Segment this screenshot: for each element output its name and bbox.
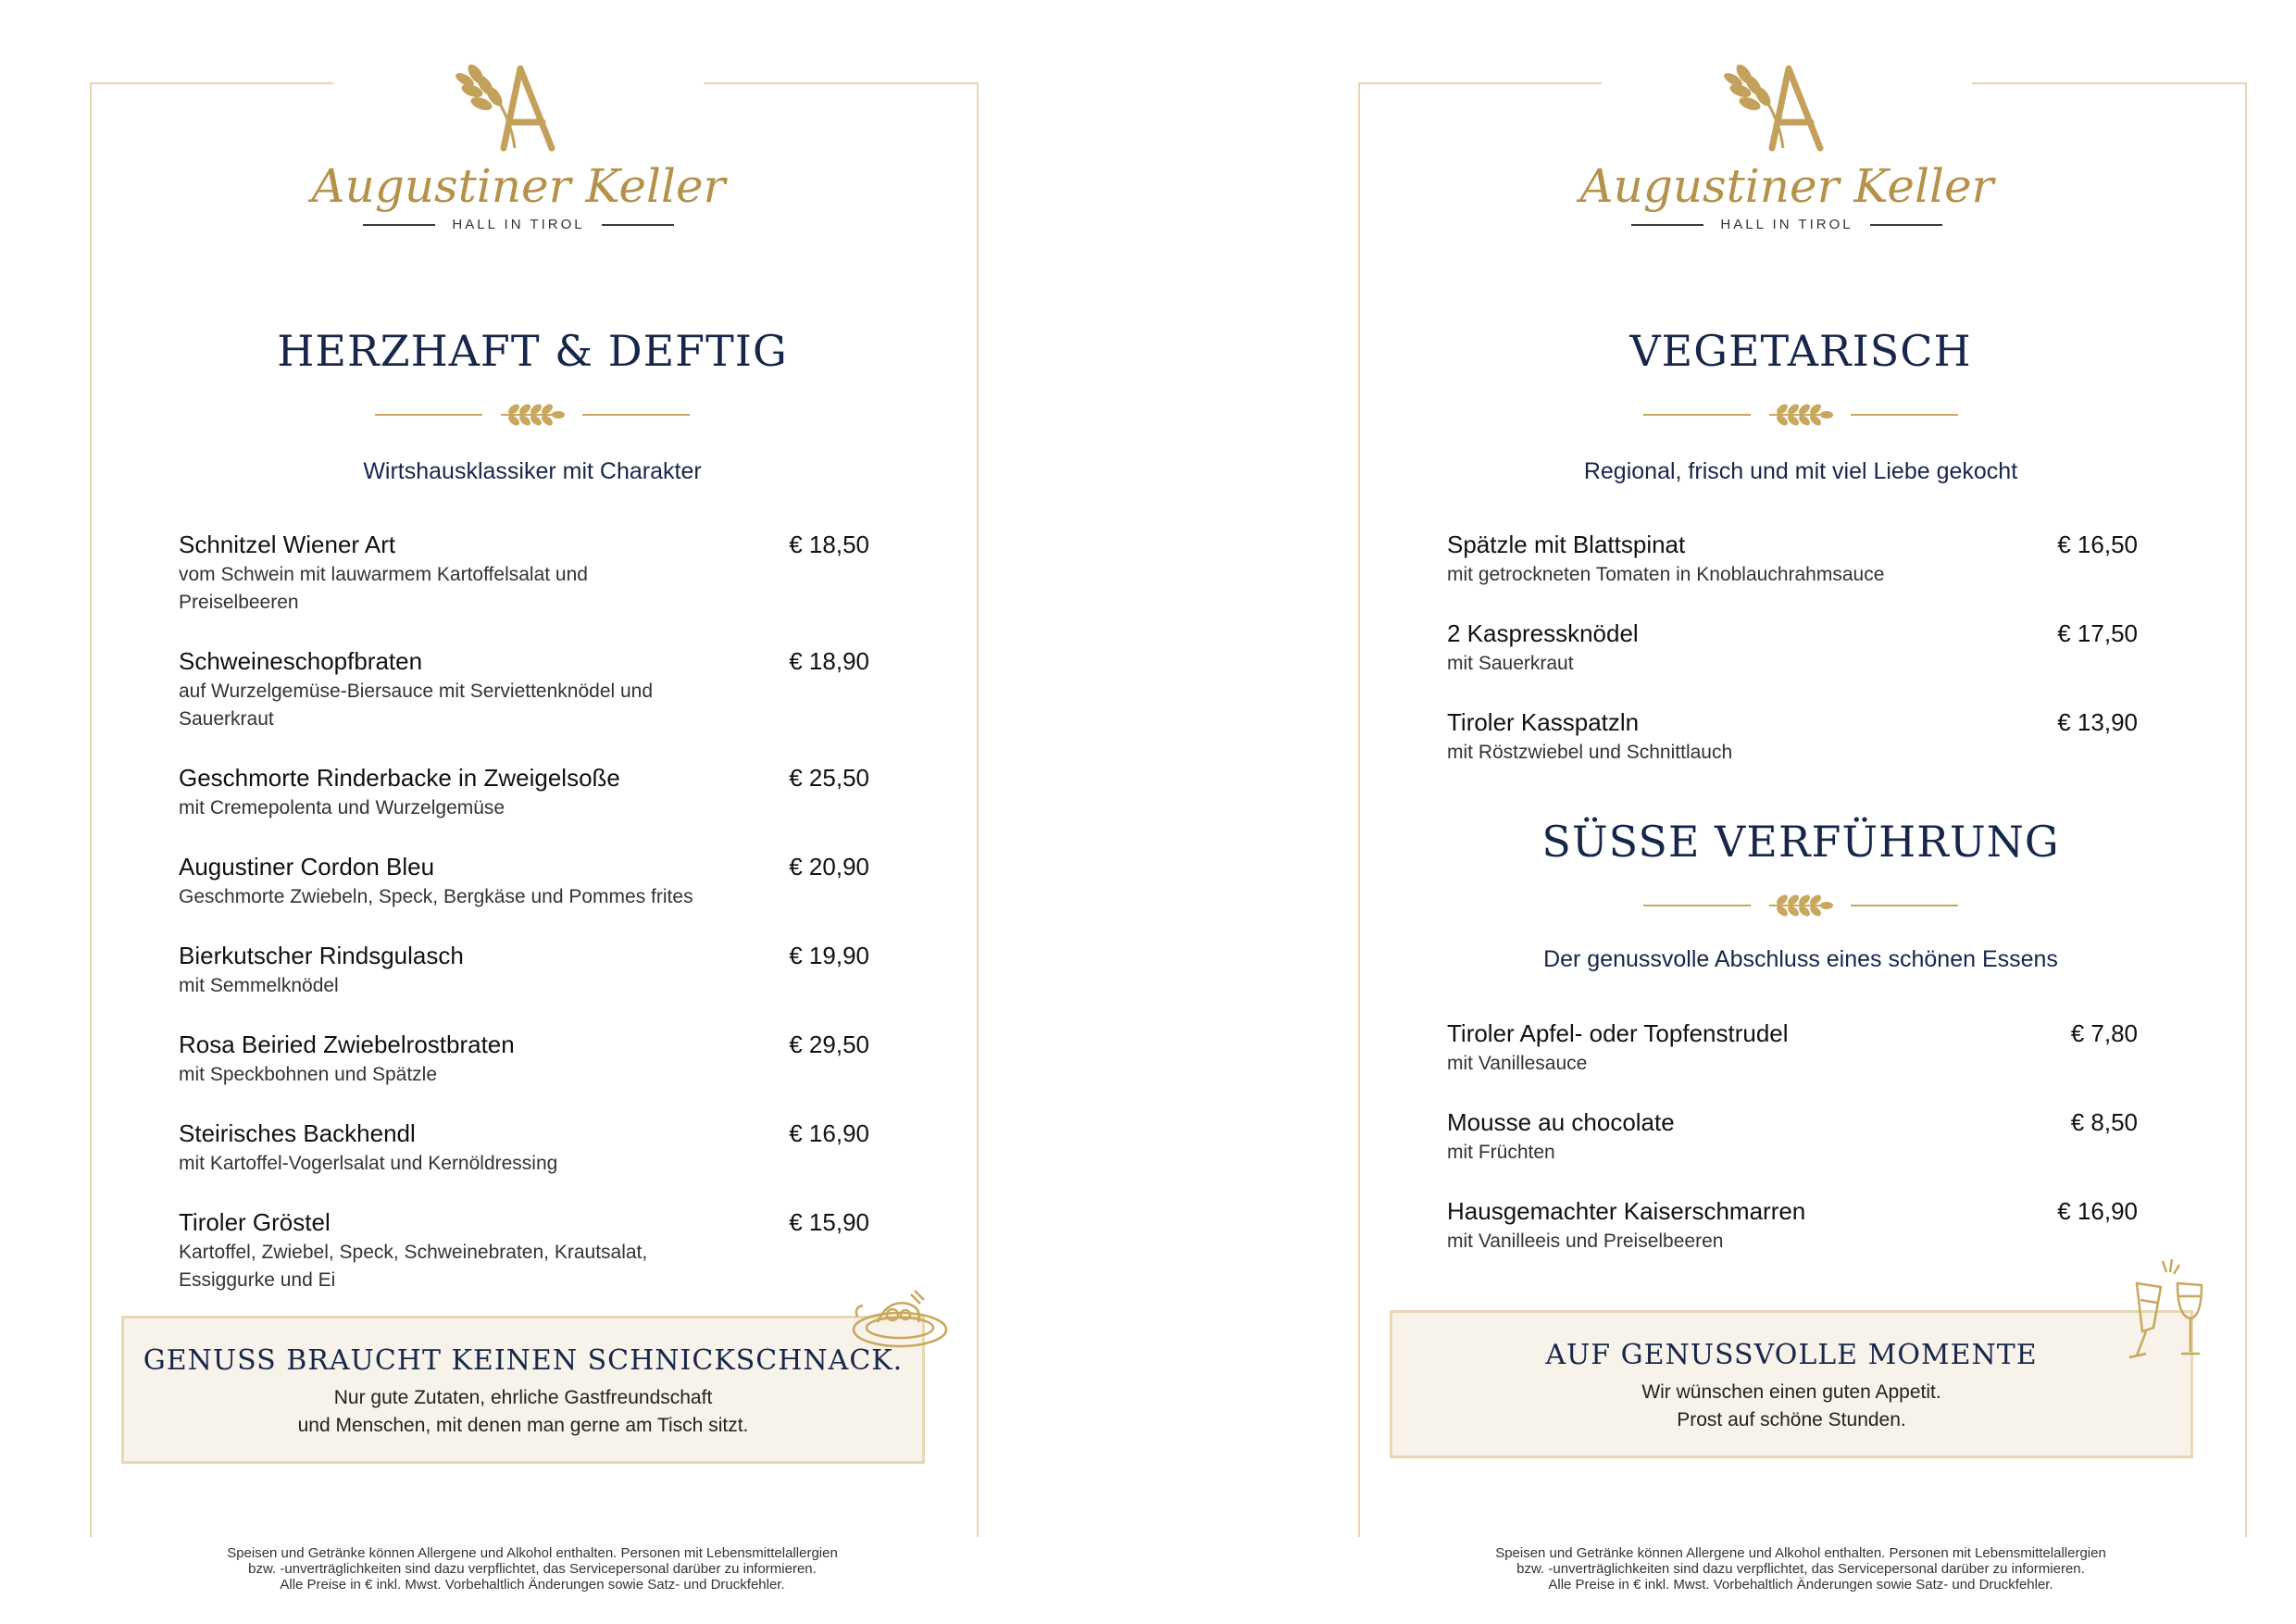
footer-line-2: bzw. -unverträglichkeiten sind dazu verpflichtet, das Servicepersonal darüber zu informieren. bbox=[248, 1561, 817, 1577]
item-description: mit Semmelknödel bbox=[179, 975, 339, 996]
info-box bbox=[121, 1316, 925, 1464]
section-divider bbox=[1358, 893, 2243, 918]
item-description: mit Röstzwiebel und Schnittlauch bbox=[1447, 742, 1733, 763]
section-subtitle-dessert: Der genussvolle Abschluss eines schönen Essens bbox=[1543, 946, 2058, 972]
menu-item bbox=[179, 1207, 869, 1294]
section-title: HERZHAFT & DEFTIG bbox=[277, 326, 788, 376]
footer-line-3: Alle Preise in € inkl. Mwst. Vorbehaltlich Änderungen sowie Satz- und Druckfehler. bbox=[280, 1577, 785, 1593]
wheat-ornament-icon bbox=[1766, 893, 1836, 918]
item-price: € 13,90 bbox=[2057, 708, 2138, 736]
section-title-vegetarian: VEGETARISCH bbox=[1629, 326, 1972, 376]
item-name: Hausgemachter Kaiserschmarren bbox=[1447, 1197, 1806, 1225]
item-description: mit Vanillesauce bbox=[1447, 1053, 1588, 1074]
item-price: € 16,90 bbox=[2057, 1197, 2138, 1225]
info-box bbox=[1390, 1310, 2193, 1458]
menu-items-list-dessert bbox=[1447, 1018, 2138, 1285]
wheat-ornament-icon bbox=[1766, 402, 1836, 428]
menu-item bbox=[1447, 1107, 2138, 1167]
item-description: mit Sauerkraut bbox=[1447, 653, 1574, 674]
menu-item bbox=[1447, 530, 2138, 589]
item-description: mit Vanilleeis und Preiselbeeren bbox=[1447, 1230, 1724, 1252]
menu-item bbox=[179, 1030, 869, 1089]
info-box-text-1: Nur gute Zutaten, ehrliche Gastfreundschaft bbox=[333, 1387, 713, 1408]
info-box-text-1: Wir wünschen einen guten Appetit. bbox=[1641, 1381, 1941, 1403]
wheat-ornament-icon bbox=[497, 402, 568, 428]
item-description: mit Speckbohnen und Spätzle bbox=[179, 1064, 438, 1085]
item-price: € 17,50 bbox=[2057, 619, 2138, 647]
footer-line-1: Speisen und Getränke können Allergene und Alkohol enthalten. Personen mit Lebensmittelallergien bbox=[1495, 1545, 2106, 1561]
item-description: mit getrockneten Tomaten in Knoblauchrahmsauce bbox=[1447, 564, 1885, 585]
info-box-text-2: Prost auf schöne Stunden. bbox=[1677, 1409, 1906, 1430]
brand-location: HALL IN TIROL bbox=[1720, 217, 1853, 232]
item-price: € 16,50 bbox=[2057, 531, 2138, 558]
footer-line-2: bzw. -unverträglichkeiten sind dazu verpflichtet, das Servicepersonal darüber zu informieren. bbox=[1516, 1561, 2085, 1577]
wheat-letter-a-icon bbox=[444, 57, 593, 159]
brand-location: HALL IN TIROL bbox=[452, 217, 585, 232]
item-name: Geschmorte Rinderbacke in Zweigelsoße bbox=[179, 764, 620, 792]
menu-item bbox=[179, 852, 869, 911]
item-price: € 15,90 bbox=[789, 1208, 869, 1236]
item-description: mit Cremepolenta und Wurzelgemüse bbox=[179, 797, 505, 818]
item-price: € 7,80 bbox=[2070, 1019, 2138, 1047]
item-name: Rosa Beiried Zwiebelrostbraten bbox=[179, 1031, 515, 1058]
item-description: vom Schwein mit lauwarmem Kartoffelsalat und Preiselbeeren bbox=[179, 564, 588, 613]
legal-footer bbox=[90, 1545, 975, 1593]
wheat-letter-a-icon bbox=[1713, 57, 1861, 159]
section-divider bbox=[90, 402, 975, 428]
brand-name: Augustiner Keller bbox=[311, 159, 726, 213]
item-name: Bierkutscher Rindsgulasch bbox=[179, 942, 464, 969]
item-name: Steirisches Backhendl bbox=[179, 1119, 416, 1147]
footer-line-3: Alle Preise in € inkl. Mwst. Vorbehaltlich Änderungen sowie Satz- und Druckfehler. bbox=[1548, 1577, 2053, 1593]
section-subtitle: Wirtshausklassiker mit Charakter bbox=[363, 458, 702, 484]
menu-item bbox=[179, 763, 869, 822]
menu-items-list-vegetarian bbox=[1447, 530, 2138, 796]
item-price: € 16,90 bbox=[789, 1119, 869, 1147]
item-price: € 29,50 bbox=[789, 1031, 869, 1058]
brand-logo bbox=[1569, 57, 2004, 232]
menu-item bbox=[1447, 618, 2138, 678]
section-divider bbox=[1358, 402, 2243, 428]
menu-page-right bbox=[1148, 0, 2296, 1624]
item-price: € 19,90 bbox=[789, 942, 869, 969]
legal-footer bbox=[1358, 1545, 2243, 1593]
menu-item bbox=[179, 646, 869, 733]
menu-item bbox=[179, 530, 869, 617]
toast-glasses-icon bbox=[2126, 1255, 2218, 1363]
item-price: € 25,50 bbox=[789, 764, 869, 792]
item-name: Tiroler Apfel- oder Topfenstrudel bbox=[1447, 1019, 1789, 1047]
item-description: mit Früchten bbox=[1447, 1142, 1555, 1163]
brand-logo bbox=[301, 57, 736, 232]
menu-item bbox=[1447, 1196, 2138, 1255]
item-description: mit Kartoffel-Vogerlsalat und Kernöldressing bbox=[179, 1153, 558, 1174]
item-name: Augustiner Cordon Bleu bbox=[179, 853, 435, 881]
menu-item bbox=[179, 941, 869, 1000]
section-title-dessert: SÜSSE VERFÜHRUNG bbox=[1541, 817, 2060, 867]
item-name: Schweineschopfbraten bbox=[179, 647, 423, 675]
item-name: Schnitzel Wiener Art bbox=[179, 531, 396, 558]
item-price: € 18,90 bbox=[789, 647, 869, 675]
item-name: Mousse au chocolate bbox=[1447, 1108, 1675, 1136]
menu-item bbox=[1447, 707, 2138, 767]
section-subtitle-vegetarian: Regional, frisch und mit viel Liebe gekocht bbox=[1583, 458, 2018, 484]
info-box-title: GENUSS BRAUCHT KEINEN SCHNICKSCHNACK. bbox=[143, 1344, 904, 1377]
plate-illustration-icon bbox=[850, 1280, 955, 1354]
item-description: auf Wurzelgemüse-Biersauce mit Serviettenknödel und Sauerkraut bbox=[179, 681, 654, 730]
item-description: Geschmorte Zwiebeln, Speck, Bergkäse und Pommes frites bbox=[179, 886, 693, 907]
menu-item bbox=[179, 1118, 869, 1178]
info-box-title: AUF GENUSSVOLLE MOMENTE bbox=[1545, 1339, 2038, 1371]
item-name: Tiroler Kasspatzln bbox=[1447, 708, 1640, 736]
item-price: € 18,50 bbox=[789, 531, 869, 558]
item-price: € 8,50 bbox=[2070, 1108, 2138, 1136]
item-name: Tiroler Gröstel bbox=[179, 1208, 331, 1236]
footer-line-1: Speisen und Getränke können Allergene und Alkohol enthalten. Personen mit Lebensmittelallergien bbox=[227, 1545, 838, 1561]
item-description: Kartoffel, Zwiebel, Speck, Schweinebraten, Krautsalat, Essiggurke und Ei bbox=[179, 1242, 648, 1291]
menu-item bbox=[1447, 1018, 2138, 1078]
item-name: Spätzle mit Blattspinat bbox=[1447, 531, 1686, 558]
item-price: € 20,90 bbox=[789, 853, 869, 881]
item-name: 2 Kaspressknödel bbox=[1447, 619, 1639, 647]
brand-name: Augustiner Keller bbox=[1579, 159, 1994, 213]
menu-items-list bbox=[179, 530, 869, 1324]
info-box-text-2: und Menschen, mit denen man gerne am Tisch sitzt. bbox=[297, 1415, 749, 1436]
